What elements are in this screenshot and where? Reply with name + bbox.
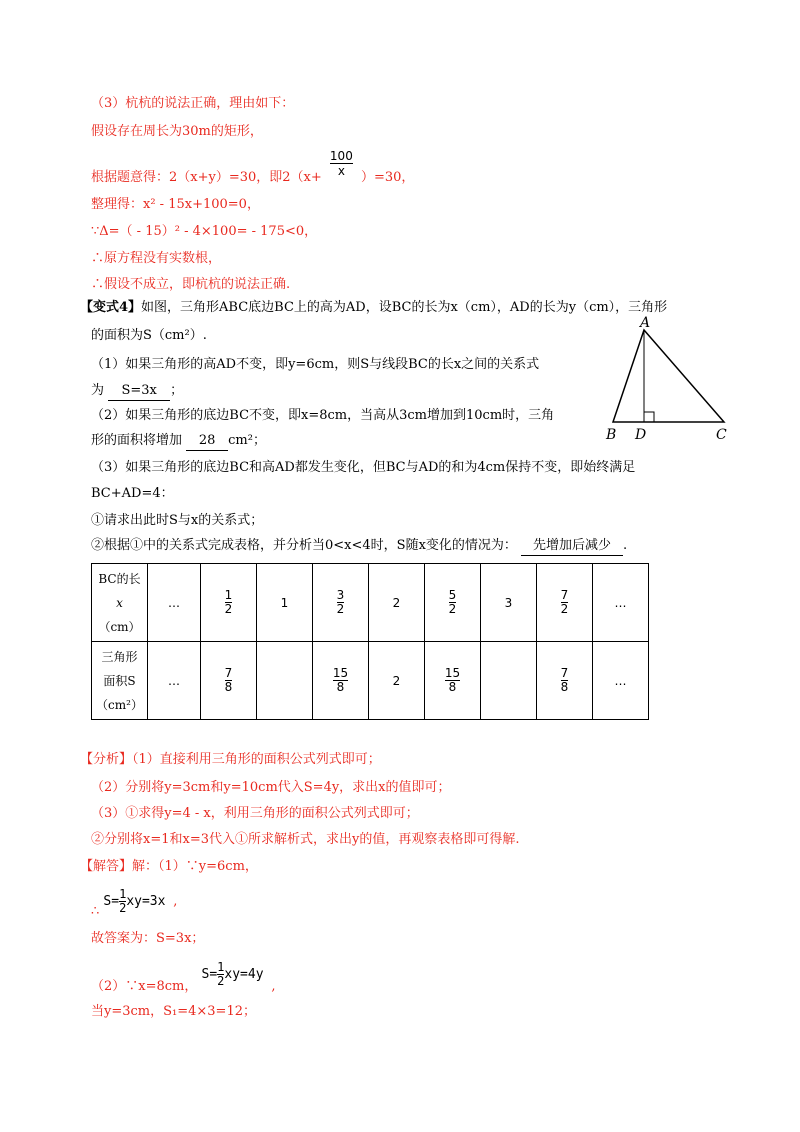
analysis-line-4: ②分别将x=1和x=3代入①所求解析式，求出y的值，再观察表格即可得解.: [91, 832, 520, 847]
q3-answer: 先增加后减少: [521, 537, 623, 556]
analysis-text-1: （1）直接利用三角形的面积公式列式即可；: [132, 752, 381, 767]
equation-part-b: ）=30，: [360, 170, 415, 185]
cell-fraction: $\frac{7}{2}$: [560, 588, 569, 616]
answer-heading: 【解答】: [80, 859, 133, 874]
row-label-line: BC的长: [98, 571, 141, 586]
delta-line: ∵Δ=（ - 15）² - 4×100= - 175<0，: [91, 224, 318, 239]
analysis-line-1: [80, 751, 381, 769]
data-table: [91, 563, 649, 720]
fraction-denominator: 2: [119, 901, 127, 915]
table-cell: 3: [481, 564, 537, 642]
cell-fraction: $\frac{15}{8}$: [332, 666, 349, 694]
variant-line-2: 的面积为S（cm²）.: [91, 328, 207, 343]
table-cell: …: [148, 564, 201, 642]
conclusion-line: ∴假设不成立，即杭杭的说法正确.: [91, 277, 291, 292]
equation-line: [91, 149, 415, 192]
simplify-line: 整理得：x² - 15x+100=0，: [91, 197, 260, 212]
label-c: C: [716, 427, 727, 443]
answer-line-2c: 当y=3cm，S₁=4×3=12；: [91, 1004, 256, 1019]
formula-lhs: S=: [103, 894, 120, 909]
table-cell: [425, 642, 481, 720]
assumption: 假设存在周长为30m的矩形，: [91, 124, 263, 139]
table-cell: …: [593, 642, 649, 720]
formula-line-1: ∴ S= $\frac{1}{2}$ xy=3x ,: [91, 887, 178, 919]
q3-line-a: （3）如果三角形的底边BC和高AD都发生变化，但BC与AD的和为4cm保持不变，即始终满足: [91, 460, 636, 475]
fraction-100-over-x: [330, 149, 353, 178]
answer-line-1: [80, 858, 258, 876]
row-label-line: （cm²）: [96, 697, 143, 712]
answer-text-1: 解：（1）∵y=6cm，: [132, 859, 258, 874]
table-cell: [425, 564, 481, 642]
formula-rhs: xy=3x: [126, 894, 166, 909]
q2-prefix: 形的面积将增加: [91, 433, 183, 448]
formula-2: [201, 960, 272, 988]
analysis-heading: 【分析】: [80, 752, 133, 767]
triangle-figure: [600, 315, 740, 445]
row-label-line: （cm）: [98, 619, 141, 634]
q2-unit: cm²；: [228, 433, 266, 448]
cell-fraction: $\frac{5}{2}$: [448, 588, 457, 616]
table-row-area: [92, 642, 649, 720]
variant-text-1: 如图，三角形ABC底边BC上的高为AD，设BC的长为x（cm），AD的长为y（cm），三角形: [141, 300, 668, 315]
fraction-numerator: 100: [329, 149, 353, 163]
table-cell: [257, 642, 313, 720]
row-label-area: [92, 642, 148, 720]
answer-text-2: （2）∵x=8cm，: [91, 979, 198, 994]
table-cell: 2: [369, 642, 425, 720]
row-label-line: x: [116, 595, 123, 610]
table-cell: [313, 642, 369, 720]
q1-line-a: （1）如果三角形的高AD不变，即y=6cm，则S与线段BC的长x之间的关系式: [91, 357, 540, 372]
label-b: B: [606, 427, 617, 443]
q1-prefix: 为: [91, 383, 105, 398]
q1-answer: S=3x: [108, 382, 170, 401]
label-d: D: [635, 427, 647, 443]
answer-line-1b: 故答案为：S=3x；: [91, 931, 205, 946]
q3-sub1: ①请求出此时S与x的关系式；: [91, 513, 264, 528]
formula-line-2: （2）∵x=8cm， S= $\frac{1}{2}$ xy=4y ,: [91, 960, 276, 994]
triangle-abc: [613, 330, 724, 422]
q1-line-b: 为 S=3x ；: [91, 382, 183, 401]
table-cell: 1: [257, 564, 313, 642]
cell-fraction: $\frac{3}{2}$: [336, 588, 345, 616]
table-cell: [537, 642, 593, 720]
q2-line-a: （2）如果三角形的底边BC不变，即x=8cm，当高从3cm增加到10cm时，三角: [91, 408, 555, 423]
part3-heading: （3）杭杭的说法正确，理由如下：: [91, 96, 295, 111]
row-label-line: 三角形: [101, 649, 138, 664]
cell-fraction: $\frac{15}{8}$: [444, 666, 461, 694]
equation-part-a: 根据题意得：2（x+y）=30，即2（x+: [91, 170, 322, 185]
q3-line-b: BC+AD=4：: [91, 486, 174, 501]
variant-tag: 【变式4】: [80, 300, 142, 315]
formula-rhs: xy=4y: [224, 967, 264, 982]
cell-fraction: $\frac{7}{8}$: [224, 666, 233, 694]
q3-sub2-text: ②根据①中的关系式完成表格，并分析当0<x<4时，S随x变化的情况为：: [91, 538, 517, 553]
table-cell: …: [148, 642, 201, 720]
fraction-numerator: 1: [217, 960, 225, 974]
no-root-line: ∴原方程没有实数根，: [91, 251, 222, 266]
table-cell: …: [593, 564, 649, 642]
variant-line-1: [80, 299, 667, 317]
q3-sub2: ②根据①中的关系式完成表格，并分析当0<x<4时，S随x变化的情况为： 先增加后减少 .: [91, 537, 627, 556]
formula-lhs: S=: [201, 967, 218, 982]
label-a: A: [640, 315, 651, 331]
analysis-line-2: （2）分别将y=3cm和y=10cm代入S=4y，求出x的值即可；: [91, 780, 451, 795]
fraction-denominator: x: [337, 164, 345, 178]
q2-answer: 28: [186, 432, 228, 451]
table-cell: 2: [369, 564, 425, 642]
table-row-bc: [92, 564, 649, 642]
analysis-line-3: （3）①求得y=4 - x，利用三角形的面积公式列式即可；: [91, 806, 419, 821]
fraction-denominator: 2: [217, 974, 225, 988]
fraction-numerator: 1: [119, 887, 127, 901]
q2-line-b: [91, 432, 266, 451]
table-cell: [201, 564, 257, 642]
formula-1: [103, 887, 173, 915]
cell-fraction: $\frac{7}{8}$: [560, 666, 569, 694]
table-cell: [537, 564, 593, 642]
row-label-line: 面积S: [103, 673, 136, 688]
row-label-bc: [92, 564, 148, 642]
table-cell: [481, 642, 537, 720]
table-cell: [201, 642, 257, 720]
cell-fraction: $\frac{1}{2}$: [224, 588, 233, 616]
therefore-symbol: ∴: [91, 904, 100, 919]
table-cell: [313, 564, 369, 642]
right-angle-mark: [644, 412, 654, 422]
